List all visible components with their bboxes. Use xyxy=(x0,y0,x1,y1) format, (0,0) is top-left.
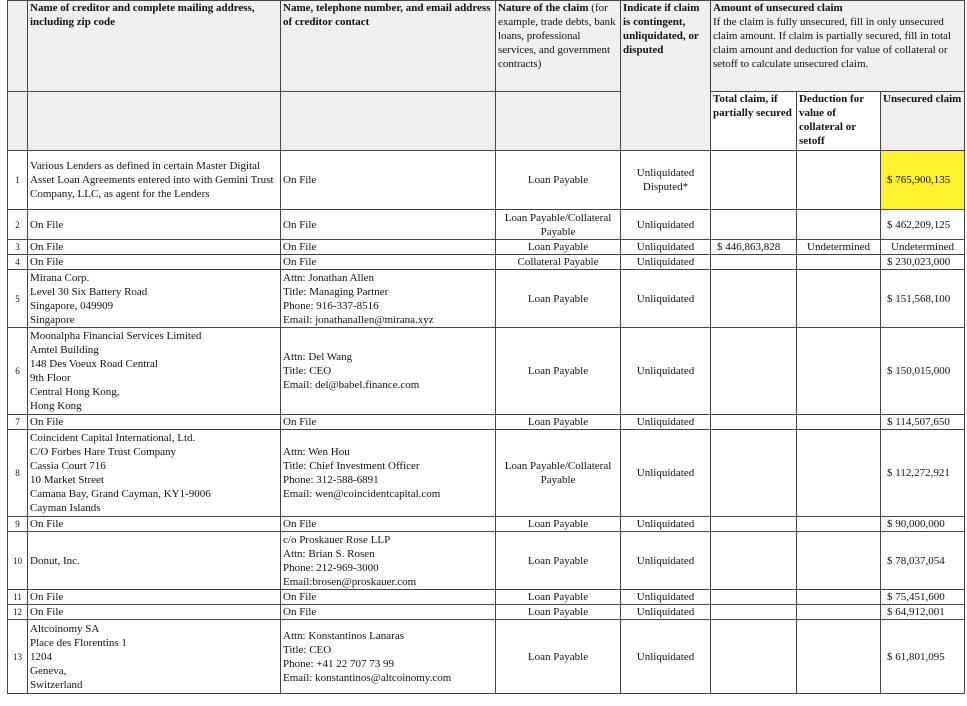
contact-cell: Attn: Konstantinos Lanaras Title: CEO Phone: +41 22 707 73 99 Email: konstantinos@altcoinomy.com xyxy=(281,620,496,694)
table-row xyxy=(8,270,965,328)
deduction-cell xyxy=(797,517,881,532)
deduction-cell xyxy=(797,270,881,328)
header-number-column-sub xyxy=(8,92,28,151)
header-deduction: Deduction for value of collateral or setoff xyxy=(797,92,881,151)
table-row xyxy=(8,151,965,210)
creditor-table xyxy=(7,0,965,694)
table-row xyxy=(8,430,965,517)
total-claim-cell xyxy=(711,210,797,240)
nature-cell: Loan Payable xyxy=(496,151,621,210)
contact-cell: On File xyxy=(281,517,496,532)
creditor-cell: On File xyxy=(28,210,281,240)
creditor-cell: On File xyxy=(28,240,281,255)
table-row xyxy=(8,590,965,605)
contact-cell: On File xyxy=(281,151,496,210)
creditor-cell: Mirana Corp. Level 30 Six Battery Road Singapore, 049909 Singapore xyxy=(28,270,281,328)
indicate-cell: Unliquidated xyxy=(621,210,711,240)
row-number: 3 xyxy=(8,240,28,255)
total-claim-cell xyxy=(711,605,797,620)
unsecured-claim-cell: $ 462,209,125 xyxy=(881,210,965,240)
creditor-cell: Donut, Inc. xyxy=(28,532,281,590)
deduction-cell xyxy=(797,328,881,415)
nature-cell: Loan Payable/Collateral Payable xyxy=(496,210,621,240)
deduction-cell xyxy=(797,415,881,430)
unsecured-claim-cell: $ 150,015,000 xyxy=(881,328,965,415)
table-row xyxy=(8,605,965,620)
header-creditor: Name of creditor and complete mailing address, including zip code xyxy=(28,1,281,92)
total-claim-cell xyxy=(711,255,797,270)
header-nature-rest: (for example, trade debts, bank loans, professional services, and government contracts) xyxy=(498,2,616,70)
table-row xyxy=(8,532,965,590)
total-claim-cell xyxy=(711,328,797,415)
unsecured-claim-cell: $ 151,568,100 xyxy=(881,270,965,328)
creditor-cell: Moonalpha Financial Services Limited Amtel Building 148 Des Voeux Road Central 9th Floor Central Hong Kong, Hong Kong xyxy=(28,328,281,415)
indicate-cell: Unliquidated xyxy=(621,590,711,605)
deduction-cell xyxy=(797,532,881,590)
unsecured-claim-cell: $ 75,451,600 xyxy=(881,590,965,605)
header-contact: Name, telephone number, and email address of creditor contact xyxy=(281,1,496,92)
indicate-cell: Unliquidated xyxy=(621,415,711,430)
unsecured-claim-cell: $ 90,000,000 xyxy=(881,517,965,532)
header-creditor-sub xyxy=(28,92,281,151)
indicate-cell: Unliquidated xyxy=(621,328,711,415)
deduction-cell xyxy=(797,210,881,240)
table-row xyxy=(8,210,965,240)
total-claim-cell xyxy=(711,532,797,590)
creditor-cell: Coincident Capital International, Ltd. C/O Forbes Hare Trust Company Cassia Court 716 10 Market Street Camana Bay, Grand Cayman, KY1-9006 Cayman Islands xyxy=(28,430,281,517)
unsecured-claim-cell: $ 112,272,921 xyxy=(881,430,965,517)
nature-cell: Loan Payable xyxy=(496,328,621,415)
contact-cell: On File xyxy=(281,255,496,270)
nature-cell: Loan Payable/Collateral Payable xyxy=(496,430,621,517)
contact-cell: On File xyxy=(281,210,496,240)
row-number: 1 xyxy=(8,151,28,210)
header-contact-sub xyxy=(281,92,496,151)
deduction-cell xyxy=(797,620,881,694)
nature-cell: Loan Payable xyxy=(496,240,621,255)
unsecured-claim-cell: $ 230,023,000 xyxy=(881,255,965,270)
deduction-cell: Undetermined xyxy=(797,240,881,255)
deduction-cell xyxy=(797,255,881,270)
contact-cell: Attn: Wen Hou Title: Chief Investment Officer Phone: 312-588-6891 Email: wen@coincidentcapital.com xyxy=(281,430,496,517)
table-row xyxy=(8,620,965,694)
deduction-cell xyxy=(797,605,881,620)
creditor-cell: On File xyxy=(28,255,281,270)
row-number: 6 xyxy=(8,328,28,415)
header-nature-sub xyxy=(496,92,621,151)
unsecured-claim-cell: $ 61,801,095 xyxy=(881,620,965,694)
indicate-cell: Unliquidated xyxy=(621,270,711,328)
row-number: 2 xyxy=(8,210,28,240)
unsecured-claim-cell: $ 78,037,054 xyxy=(881,532,965,590)
indicate-cell: Unliquidated Disputed* xyxy=(621,151,711,210)
row-number: 10 xyxy=(8,532,28,590)
total-claim-cell xyxy=(711,151,797,210)
unsecured-claim-cell: $ 64,912,001 xyxy=(881,605,965,620)
total-claim-cell xyxy=(711,517,797,532)
indicate-cell: Unliquidated xyxy=(621,620,711,694)
indicate-cell: Unliquidated xyxy=(621,532,711,590)
indicate-cell: Unliquidated xyxy=(621,240,711,255)
creditor-cell: On File xyxy=(28,590,281,605)
total-claim-cell xyxy=(711,620,797,694)
contact-cell: On File xyxy=(281,415,496,430)
total-claim-cell xyxy=(711,415,797,430)
row-number: 9 xyxy=(8,517,28,532)
indicate-cell: Unliquidated xyxy=(621,255,711,270)
contact-cell: c/o Proskauer Rose LLP Attn: Brian S. Rosen Phone: 212-969-3000 Email:brosen@proskauer.com xyxy=(281,532,496,590)
header-amount-title: Amount of unsecured claim xyxy=(713,2,843,14)
table-row xyxy=(8,328,965,415)
row-number: 12 xyxy=(8,605,28,620)
header-indicate: Indicate if claim is contingent, unliquidated, or disputed xyxy=(621,1,711,151)
total-claim-cell xyxy=(711,430,797,517)
row-number: 11 xyxy=(8,590,28,605)
deduction-cell xyxy=(797,430,881,517)
indicate-cell: Unliquidated xyxy=(621,605,711,620)
total-claim-cell xyxy=(711,270,797,328)
table-row xyxy=(8,517,965,532)
deduction-cell xyxy=(797,151,881,210)
header-unsecured: Unsecured claim xyxy=(881,92,965,151)
row-number: 5 xyxy=(8,270,28,328)
creditor-cell: Various Lenders as defined in certain Master Digital Asset Loan Agreements entered into with Gemini Trust Company, LLC, as agent for the Lenders xyxy=(28,151,281,210)
header-nature xyxy=(496,1,621,92)
deduction-cell xyxy=(797,590,881,605)
creditor-table-wrapper xyxy=(7,0,964,694)
total-claim-cell xyxy=(711,590,797,605)
contact-cell: Attn: Del Wang Title: CEO Email: del@babel.finance.com xyxy=(281,328,496,415)
table-row xyxy=(8,240,965,255)
row-number: 4 xyxy=(8,255,28,270)
table-row xyxy=(8,255,965,270)
creditor-cell: Altcoinomy SA Place des Florentins 1 1204 Geneva, Switzerland xyxy=(28,620,281,694)
nature-cell: Loan Payable xyxy=(496,532,621,590)
contact-cell: Attn: Jonathan Allen Title: Managing Partner Phone: 916-337-8516 Email: jonathanallen@mirana.xyz xyxy=(281,270,496,328)
nature-cell: Loan Payable xyxy=(496,517,621,532)
creditor-cell: On File xyxy=(28,415,281,430)
row-number: 8 xyxy=(8,430,28,517)
row-number: 7 xyxy=(8,415,28,430)
header-nature-bold: Nature of the claim xyxy=(498,2,589,14)
contact-cell: On File xyxy=(281,605,496,620)
nature-cell: Collateral Payable xyxy=(496,255,621,270)
indicate-cell: Unliquidated xyxy=(621,517,711,532)
total-claim-cell: $ 446,863,828 xyxy=(711,240,797,255)
contact-cell: On File xyxy=(281,240,496,255)
unsecured-claim-cell: Undetermined xyxy=(881,240,965,255)
nature-cell: Loan Payable xyxy=(496,415,621,430)
contact-cell: On File xyxy=(281,590,496,605)
unsecured-claim-cell: $ 114,507,650 xyxy=(881,415,965,430)
header-number-column xyxy=(8,1,28,92)
row-number: 13 xyxy=(8,620,28,694)
nature-cell: Loan Payable xyxy=(496,270,621,328)
nature-cell: Loan Payable xyxy=(496,605,621,620)
header-amount xyxy=(711,1,965,92)
nature-cell: Loan Payable xyxy=(496,620,621,694)
header-amount-desc: If the claim is fully unsecured, fill in only unsecured claim amount. If claim is partially secured, fill in total claim amount and deduction for value of collateral or setoff to calculate unsecured claim. xyxy=(713,16,951,70)
indicate-cell: Unliquidated xyxy=(621,430,711,517)
table-row xyxy=(8,415,965,430)
creditor-cell: On File xyxy=(28,517,281,532)
creditor-cell: On File xyxy=(28,605,281,620)
header-total: Total claim, if partially secured xyxy=(711,92,797,151)
unsecured-claim-cell: $ 765,900,135 xyxy=(881,151,965,210)
nature-cell: Loan Payable xyxy=(496,590,621,605)
